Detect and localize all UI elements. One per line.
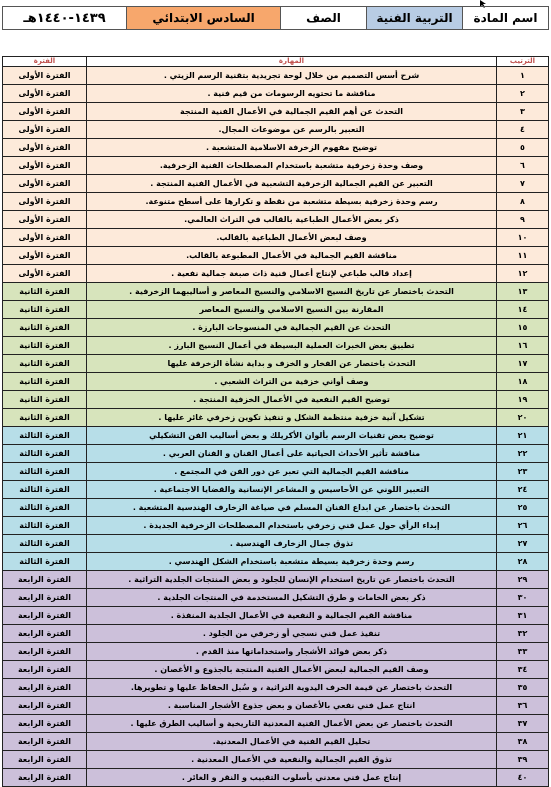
row-term: الفترة الرابعة [3, 643, 87, 661]
table-row [3, 247, 549, 265]
row-skill: ذكر بعض فوائد الأشجار واستخداماتها منذ القدم . [87, 643, 497, 661]
row-skill: إنتاج عمل فني معدني بأسلوب التقبيب و النقر و الغائر . [87, 769, 497, 787]
row-term: الفترة الثانية [3, 283, 87, 301]
row-skill: وصف القيم الجمالية لبعض الأعمال الفنية المنتجة بالجذوع و الأغصان . [87, 661, 497, 679]
row-skill: مناقشة القيم الجمالية في الأعمال المطبوعة بالقالب. [87, 247, 497, 265]
row-skill: التعبير بالرسم عن موضوعات المجال. [87, 121, 497, 139]
row-skill: مناقشة القيم الجمالية و النفعية في الأعمال الجلدية المنفذة . [87, 607, 497, 625]
row-term: الفترة الثالثة [3, 517, 87, 535]
row-number: ٢٢ [497, 445, 549, 463]
table-row [3, 193, 549, 211]
table-row [3, 355, 549, 373]
academic-year: ١٤٣٩-١٤٤٠هـ [3, 7, 127, 30]
row-skill: التحدث باختصار عن بعض الأعمال الفنية المعدنية التاريخية و أساليب الطرق عليها . [87, 715, 497, 733]
row-term: الفترة الأولى [3, 121, 87, 139]
row-number: ١ [497, 67, 549, 85]
table-row [3, 85, 549, 103]
row-term: الفترة الأولى [3, 175, 87, 193]
row-term: الفترة الثالثة [3, 427, 87, 445]
table-row [3, 427, 549, 445]
row-skill: التعبير اللوني عن الأحاسيس و المشاعر الإنسانية والقضايا الاجتماعية . [87, 481, 497, 499]
row-skill: شرح أسس التصميم من خلال لوحة تجريدية بتقنية الرسم الزيتي . [87, 67, 497, 85]
row-term: الفترة الثانية [3, 373, 87, 391]
row-number: ٢٠ [497, 409, 549, 427]
table-row [3, 643, 549, 661]
table-row [3, 463, 549, 481]
row-skill: التعبير عن القيم الجمالية الزخرفية التشعبية في الأعمال الفنية المنتجة . [87, 175, 497, 193]
row-skill: ذكر بعض الأعمال الطباعية بالقالب في التراث العالمي. [87, 211, 497, 229]
row-term: الفترة الأولى [3, 229, 87, 247]
row-number: ٣٤ [497, 661, 549, 679]
row-skill: وصف لبعض الأعمال الطباعية بالقالب. [87, 229, 497, 247]
table-row [3, 607, 549, 625]
skills-table [2, 56, 549, 787]
row-term: الفترة الأولى [3, 67, 87, 85]
table-row [3, 265, 549, 283]
row-skill: مناقشة ما تحتويه الرسومات من قيم فنية . [87, 85, 497, 103]
row-skill: تذوق جمال الزخارف الهندسية . [87, 535, 497, 553]
row-term: الفترة الأولى [3, 193, 87, 211]
row-number: ١٦ [497, 337, 549, 355]
subject-label: اسم المادة [463, 7, 549, 30]
row-term: الفترة الثانية [3, 409, 87, 427]
row-term: الفترة الأولى [3, 103, 87, 121]
table-row [3, 517, 549, 535]
row-number: ٣٨ [497, 733, 549, 751]
row-term: الفترة الرابعة [3, 679, 87, 697]
row-number: ٣١ [497, 607, 549, 625]
row-skill: التحدث باختصار عن تاريخ النسيج الاسلامي والنسيج المعاصر و أساليبهما الزخرفية . [87, 283, 497, 301]
table-row [3, 553, 549, 571]
table-row [3, 589, 549, 607]
column-header-term: الفترة [3, 57, 87, 67]
table-row [3, 481, 549, 499]
row-number: ٢ [497, 85, 549, 103]
table-row [3, 229, 549, 247]
row-number: ٣٩ [497, 751, 549, 769]
row-number: ١٢ [497, 265, 549, 283]
row-term: الفترة الرابعة [3, 607, 87, 625]
table-row [3, 697, 549, 715]
row-term: الفترة الرابعة [3, 625, 87, 643]
table-row [3, 301, 549, 319]
row-skill: رسم وحدة زخرفية بسيطة متشعبة من نقطة و تكرارها على أسطح متنوعة. [87, 193, 497, 211]
row-term: الفترة الرابعة [3, 733, 87, 751]
row-term: الفترة الثانية [3, 337, 87, 355]
row-number: ٣٦ [497, 697, 549, 715]
row-number: ٤ [497, 121, 549, 139]
row-number: ٢٤ [497, 481, 549, 499]
row-term: الفترة الثالثة [3, 445, 87, 463]
row-number: ١٠ [497, 229, 549, 247]
row-term: الفترة الأولى [3, 85, 87, 103]
row-term: الفترة الرابعة [3, 589, 87, 607]
row-number: ٣٠ [497, 589, 549, 607]
header-table [2, 6, 549, 30]
row-skill: تشكيل آنية خزفية منتظمة الشكل و تنفيذ تكوين زخرفي غائر عليها . [87, 409, 497, 427]
row-skill: تحليل القيم الفنية في الأعمال المعدنية. [87, 733, 497, 751]
row-number: ٢٣ [497, 463, 549, 481]
row-term: الفترة الثالثة [3, 535, 87, 553]
row-skill: تنفيذ عمل فني نسجي أو زخرفي من الجلود . [87, 625, 497, 643]
table-row [3, 391, 549, 409]
row-term: الفترة الرابعة [3, 769, 87, 787]
row-term: الفترة الثالثة [3, 553, 87, 571]
table-row [3, 211, 549, 229]
table-row [3, 319, 549, 337]
row-number: ٢٥ [497, 499, 549, 517]
row-skill: تذوق القيم الجمالية والنفعية في الأعمال المعدنية . [87, 751, 497, 769]
row-number: ٧ [497, 175, 549, 193]
row-skill: التحدث عن القيم الجمالية في المنسوجات البارزة . [87, 319, 497, 337]
row-term: الفترة الثانية [3, 319, 87, 337]
subject-value: التربية الفنية [367, 7, 463, 30]
row-term: الفترة الثانية [3, 391, 87, 409]
row-skill: تطبيق بعض الخبرات العملية البسيطة في أعمال النسيج البارز . [87, 337, 497, 355]
row-number: ١١ [497, 247, 549, 265]
table-row [3, 103, 549, 121]
column-header-number: الترتيب [497, 57, 549, 67]
table-row [3, 445, 549, 463]
row-number: ٦ [497, 157, 549, 175]
table-row [3, 499, 549, 517]
row-term: الفترة الأولى [3, 157, 87, 175]
row-number: ١٧ [497, 355, 549, 373]
table-row [3, 337, 549, 355]
row-skill: التحدث باختصار عن قيمة الحرف اليدوية التراثية ، و سُبل الحفاظ عليها و تطويرها. [87, 679, 497, 697]
row-term: الفترة الرابعة [3, 661, 87, 679]
row-number: ٢٧ [497, 535, 549, 553]
table-row [3, 751, 549, 769]
row-term: الفترة الرابعة [3, 571, 87, 589]
row-skill: التحدث باختصار عن تاريخ استخدام الإنسان للجلود و بعض المنتجات الجلدية التراثية . [87, 571, 497, 589]
table-header-row [3, 57, 549, 67]
row-number: ٩ [497, 211, 549, 229]
row-number: ٢٨ [497, 553, 549, 571]
row-skill: إبداء الرأي حول عمل فني زخرفي باستخدام المصطلحات الزخرفية الجديدة . [87, 517, 497, 535]
row-term: الفترة الأولى [3, 139, 87, 157]
row-skill: التحدث باختصار عن الفخار و الخزف و بداية نشأة الزخرفة عليها [87, 355, 497, 373]
row-number: ٤٠ [497, 769, 549, 787]
row-term: الفترة الرابعة [3, 751, 87, 769]
row-term: الفترة الثانية [3, 301, 87, 319]
table-row [3, 769, 549, 787]
table-row [3, 283, 549, 301]
table-row [3, 679, 549, 697]
row-number: ٨ [497, 193, 549, 211]
table-row [3, 409, 549, 427]
table-row [3, 373, 549, 391]
row-skill: التحدث باختصار عن ابداع الفنان المسلم في صياغة الزخارف الهندسية المتشعبة . [87, 499, 497, 517]
grade-value: السادس الابتدائي [127, 7, 281, 30]
row-number: ١٩ [497, 391, 549, 409]
row-skill: وصف وحدة زخرفية متشعبة باستخدام المصطلحات الفنية الزخرفية. [87, 157, 497, 175]
row-number: ١٣ [497, 283, 549, 301]
table-row [3, 733, 549, 751]
table-row [3, 139, 549, 157]
column-header-skill: المهارة [87, 57, 497, 67]
row-number: ١٤ [497, 301, 549, 319]
row-skill: مناقشة تأثير الأحداث الحياتية على أعمال الفنان و الفنان العربي . [87, 445, 497, 463]
row-term: الفترة الأولى [3, 247, 87, 265]
row-skill: ذكر بعض الخامات و طرق التشكيل المستخدمة في المنتجات الجلدية . [87, 589, 497, 607]
table-body [3, 67, 549, 787]
row-number: ٢١ [497, 427, 549, 445]
row-term: الفترة الأولى [3, 211, 87, 229]
row-number: ١٥ [497, 319, 549, 337]
table-row [3, 571, 549, 589]
row-skill: توضيح القيم النفعية في الأعمال الخزفية المنتجة . [87, 391, 497, 409]
row-number: ٣ [497, 103, 549, 121]
row-term: الفترة الثالثة [3, 481, 87, 499]
row-number: ٣٧ [497, 715, 549, 733]
row-skill: رسم وحدة زخرفية بسيطة متشعبة باستخدام الشكل الهندسي . [87, 553, 497, 571]
table-row [3, 67, 549, 85]
row-term: الفترة الرابعة [3, 715, 87, 733]
row-number: ٢٩ [497, 571, 549, 589]
row-number: ٥ [497, 139, 549, 157]
table-row [3, 175, 549, 193]
row-skill: توضيح مفهوم الزخرفة الاسلامية المتشعبة . [87, 139, 497, 157]
row-term: الفترة الرابعة [3, 697, 87, 715]
row-term: الفترة الثالثة [3, 499, 87, 517]
row-skill: مناقشة القيم الجمالية التي تعبر عن دور الفن في المجتمع . [87, 463, 497, 481]
row-skill: المقارنة بين النسيج الاسلامي والنسيج المعاصر [87, 301, 497, 319]
grade-label: الصف [281, 7, 367, 30]
row-skill: إعداد قالب طباعي لإنتاج أعمال فنية ذات صبغة جمالية نفعية . [87, 265, 497, 283]
table-row [3, 535, 549, 553]
table-row [3, 157, 549, 175]
row-number: ١٨ [497, 373, 549, 391]
table-row [3, 661, 549, 679]
row-skill: التحدث عن أهم القيم الجمالية في الأعمال الفنية المنتجة [87, 103, 497, 121]
row-skill: توضيح بعض تقنيات الرسم بألوان الأكريلك و بعض أساليب الفن التشكيلي [87, 427, 497, 445]
row-number: ٣٢ [497, 625, 549, 643]
row-number: ٣٣ [497, 643, 549, 661]
table-row [3, 715, 549, 733]
table-row [3, 121, 549, 139]
row-number: ٢٦ [497, 517, 549, 535]
row-term: الفترة الثالثة [3, 463, 87, 481]
row-term: الفترة الأولى [3, 265, 87, 283]
table-row [3, 625, 549, 643]
row-skill: وصف أواني خزفية من التراث الشعبي . [87, 373, 497, 391]
row-term: الفترة الثانية [3, 355, 87, 373]
row-number: ٣٥ [497, 679, 549, 697]
row-skill: انتاج عمل فني نفعي بالأغصان و بعض جذوع الأشجار المناسبة . [87, 697, 497, 715]
